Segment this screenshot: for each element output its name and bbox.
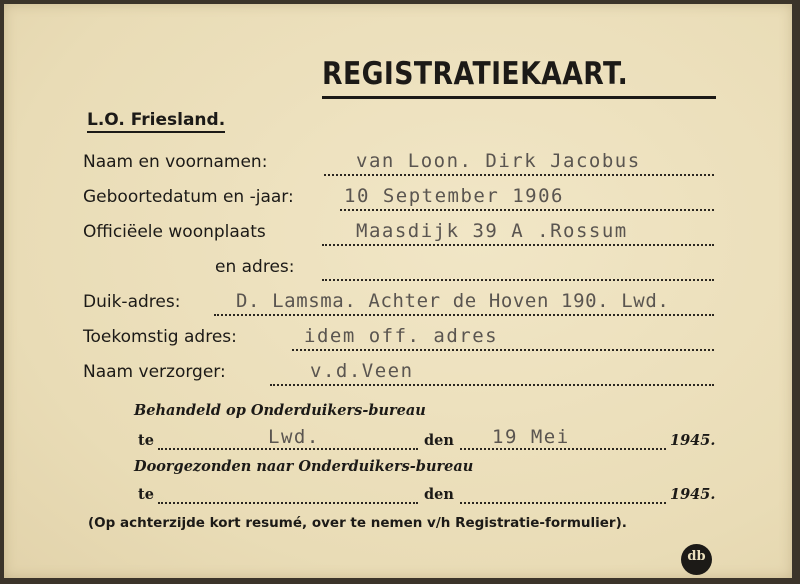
residence-value: Maasdijk 39 A .Rossum [356,220,628,242]
address-label: en adres: [215,257,295,277]
dive-address-value: D. Lamsma. Achter de Hoven 190. Lwd. [236,290,670,312]
title-underline [322,96,716,99]
caretaker-value: v.d.Veen [310,360,414,382]
forwarded-te-label: te [138,486,154,503]
forwarded-den-label: den [424,486,454,503]
forwarded-row [4,482,792,510]
residence-dotted-line [322,244,714,246]
card-title: REGISTRATIEKAART. [322,56,629,92]
processed-te-label: te [138,432,154,449]
field-row-future-address [4,327,792,355]
processed-year: 1945. [670,432,716,449]
processed-date-dotted-line [460,448,666,450]
processed-row [4,428,792,456]
address-dotted-line [322,279,714,281]
field-row-caretaker [4,362,792,390]
birthdate-dotted-line [340,209,714,211]
processed-place: Lwd. [268,426,320,448]
residence-label: Officiëele woonplaats [83,222,266,242]
dive-address-dotted-line [214,314,714,316]
forwarded-year: 1945. [670,486,716,503]
future-address-value: idem off. adres [304,325,499,347]
name-label: Naam en voornamen: [83,152,268,172]
field-row-residence [4,222,792,250]
field-row-name [4,152,792,180]
birthdate-label: Geboortedatum en -jaar: [83,187,294,207]
future-address-label: Toekomstig adres: [83,327,237,347]
forwarded-date-dotted-line [460,502,666,504]
field-row-dive-address [4,292,792,320]
forwarded-label: Doorgezonden naar Onderduikers-bureau [134,458,474,475]
future-address-dotted-line [292,349,714,351]
birthdate-value: 10 September 1906 [344,185,564,207]
processed-den-label: den [424,432,454,449]
registration-card [4,4,792,578]
forwarded-place-dotted-line [158,502,418,504]
processed-label: Behandeld op Onderduikers-bureau [134,402,426,419]
processed-date: 19 Mei [492,426,570,448]
field-row-birthdate [4,187,792,215]
organization-label: L.O. Friesland. [87,110,225,133]
footnote: (Op achterzijde kort resumé, over te nemen v/h Registratie-formulier). [88,515,627,531]
printer-logo: db [681,544,712,575]
name-value: van Loon. Dirk Jacobus [356,150,641,172]
caretaker-label: Naam verzorger: [83,362,226,382]
processed-place-dotted-line [158,448,418,450]
name-dotted-line [324,174,714,176]
field-row-address [4,257,792,285]
caretaker-dotted-line [270,384,714,386]
dive-address-label: Duik-adres: [83,292,181,312]
